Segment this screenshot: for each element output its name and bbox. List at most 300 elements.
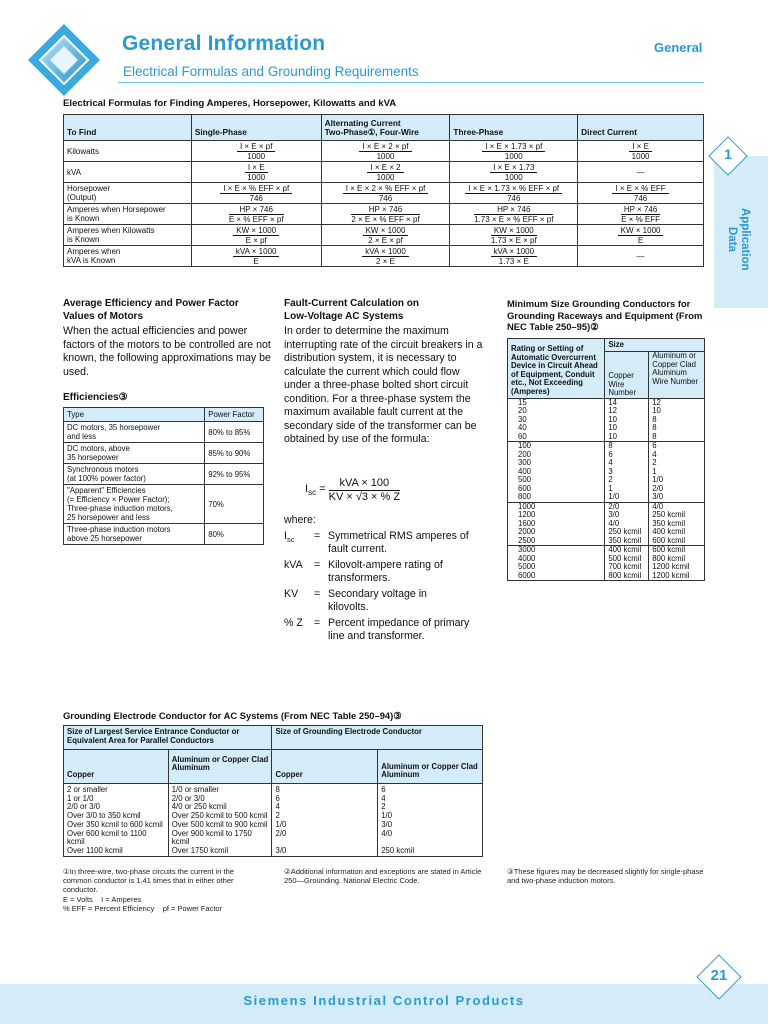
grounding-cell: 1/0 — [378, 812, 483, 821]
min-size-cell: 20 — [508, 407, 605, 416]
fault-def-symbol — [284, 559, 314, 585]
efficiency-type: DC motors, above 35 horsepower — [64, 443, 205, 464]
formula-fraction — [474, 205, 553, 224]
footnote-2: ②Additional information and exceptions are stated in Article 250—Grounding. National Electric Code. — [284, 867, 482, 885]
formula-fraction — [233, 226, 279, 245]
formula-denominator: 2 × E × pf — [368, 235, 403, 245]
formula-row — [64, 225, 704, 246]
fault-def-desc: Secondary voltage in kilovolts. — [328, 588, 427, 613]
min-size-cell: 3000 — [508, 546, 605, 555]
min-size-cell: 400 — [508, 468, 605, 477]
grounding-cell: 4 — [272, 803, 378, 812]
grounding-cell: 3/0 — [272, 847, 378, 856]
min-size-cell: 40 — [508, 424, 605, 433]
formula-numerator: I × E × 2 × % EFF × pf — [343, 184, 429, 194]
col-direct-current: Direct Current — [578, 115, 704, 141]
formula-denominator: 1.73 × E × pf — [490, 235, 537, 245]
min-size-cell: 3 — [605, 468, 649, 477]
col-to-find: To Find — [64, 115, 192, 141]
formula-denominator: 2 × E × % EFF × pf — [351, 214, 420, 224]
min-size-cell: 1 — [649, 468, 705, 477]
formula-fraction — [220, 184, 292, 203]
section-label: General — [654, 40, 703, 55]
formula-label-line: Amperes when Kilowatts — [67, 226, 155, 235]
grounding-cell: 2/0 — [272, 830, 378, 847]
formula-row — [64, 162, 704, 183]
formula-cell — [578, 225, 704, 246]
page-title: General Information — [122, 32, 326, 55]
formula-denominator: 746 — [378, 193, 393, 203]
formula-row — [64, 246, 704, 267]
min-size-row — [508, 459, 705, 468]
formula-denominator: 1000 — [247, 151, 266, 161]
min-size-cell: 10 — [605, 433, 649, 442]
col-electrode-size: Size of Grounding Electrode Conductor — [272, 726, 483, 750]
grounding-row — [64, 847, 483, 856]
grounding-cell: 4 — [378, 795, 483, 804]
min-size-cell: 4 — [649, 451, 705, 460]
formula-numerator: KW × 1000 — [363, 226, 409, 236]
col-service-copper: Copper — [64, 750, 169, 784]
min-size-row — [508, 433, 705, 442]
formula-denominator: 1000 — [376, 151, 395, 161]
min-size-cell: 1/0 — [605, 493, 649, 502]
formula-cell — [191, 141, 321, 162]
grounding-heading: Grounding Electrode Conductor for AC Systems (From NEC Table 250–94)③ — [63, 710, 402, 721]
formula-fraction — [465, 184, 562, 203]
min-size-cell: 3/0 — [605, 511, 649, 520]
logo-diamond-icon — [26, 22, 102, 98]
fault-def-symbol-text: kVA — [284, 559, 303, 571]
col-type: Type — [64, 408, 205, 422]
grounding-cell: 2 — [272, 812, 378, 821]
min-size-cell: 6 — [605, 451, 649, 460]
page-number: 21 — [710, 967, 728, 984]
formula-fraction — [363, 226, 409, 245]
fault-heading: Fault-Current Calculation on Low-Voltage AC Systems — [284, 298, 419, 322]
formula-dash: — — [636, 251, 645, 261]
formula-fraction — [621, 205, 660, 224]
grounding-cell: 3/0 — [378, 821, 483, 830]
grounding-cell: Over 1100 kcmil — [64, 847, 169, 856]
efficiency-pf: 80% — [205, 524, 264, 545]
min-size-cell: 300 — [508, 459, 605, 468]
min-size-cell: 12 — [605, 407, 649, 416]
formula-numerator: I × E × 1.73 — [490, 163, 537, 173]
min-size-cell: 1200 kcmil — [649, 572, 705, 581]
col-three-phase: Three-Phase — [450, 115, 578, 141]
grounding-cell: 1/0 — [272, 821, 378, 830]
efficiency-row — [64, 524, 264, 545]
formula-numerator: I × E — [245, 163, 268, 173]
min-size-cell: 400 kcmil — [605, 546, 649, 555]
fault-def-symbol-text: I — [284, 530, 287, 542]
formula-fraction — [491, 226, 537, 245]
formula-fraction — [490, 163, 537, 182]
col-two-phase: Alternating Current Two-Phase①, Four-Wire — [321, 115, 450, 141]
grounding-table — [63, 725, 483, 857]
formula-lhs: $I_{sc}$ = — [305, 483, 329, 498]
min-size-cell: 800 kcmil — [649, 555, 705, 564]
min-size-cell: 500 — [508, 476, 605, 485]
formula-label — [64, 183, 192, 204]
formula-numerator: kVA × 1000 — [491, 247, 538, 257]
fault-def-desc: Percent impedance of primary line and transformer. — [328, 617, 470, 642]
min-size-cell: 1600 — [508, 520, 605, 529]
formula-numerator: I × E × % EFF × pf — [220, 184, 292, 194]
grounding-cell: Over 900 kcmil to 1750 kcmil — [168, 830, 272, 847]
formula-label-line: Amperes when Horsepower — [67, 205, 166, 214]
formula-numerator: I × E × 2 × pf — [359, 142, 411, 152]
min-size-cell: 6 — [649, 442, 705, 451]
min-size-cell: 60 — [508, 433, 605, 442]
min-size-cell: 2500 — [508, 537, 605, 546]
grounding-cell: 4/0 or 250 kcmil — [168, 803, 272, 812]
efficiency-type: Three-phase induction motors above 25 horsepower — [64, 524, 205, 545]
formula-label — [64, 162, 192, 183]
formula-denominator: E × % EFF — [621, 214, 661, 224]
col-service-size: Size of Largest Service Entrance Conductor or Equivalent Area for Parallel Conductors — [64, 726, 272, 750]
min-size-cell: 4/0 — [649, 502, 705, 511]
fault-def-eq: = — [314, 588, 321, 600]
grounding-row — [64, 795, 483, 804]
min-size-cell: 250 kcmil — [605, 528, 649, 537]
formula-numerator: KW × 1000 — [233, 226, 279, 236]
min-size-cell: 400 kcmil — [649, 528, 705, 537]
min-size-cell: 2/0 — [649, 485, 705, 494]
min-size-cell: 1 — [605, 485, 649, 494]
col-power-factor: Power Factor — [205, 408, 264, 422]
min-size-cell: 10 — [649, 407, 705, 416]
min-size-cell: 2 — [605, 476, 649, 485]
footer-text: Siemens Industrial Control Products — [243, 993, 525, 1008]
fault-def-symbol — [284, 530, 314, 556]
min-size-row — [508, 407, 705, 416]
formula-row — [64, 183, 704, 204]
tab-number: 1 — [724, 146, 732, 162]
formula-cell — [578, 204, 704, 225]
fault-def — [284, 588, 484, 614]
fault-definitions — [284, 530, 484, 646]
grounding-cell: 2 or smaller — [64, 784, 169, 795]
min-size-row — [508, 398, 705, 407]
min-size-row — [508, 572, 705, 581]
min-size-row — [508, 424, 705, 433]
formula-fraction — [491, 247, 538, 266]
grounding-cell: 1/0 or smaller — [168, 784, 272, 795]
formula-label-line: Kilowatts — [67, 146, 100, 156]
formulas-header-row — [64, 115, 704, 141]
formula-fraction — [245, 163, 268, 182]
col-single-phase: Single-Phase — [191, 115, 321, 141]
efficiency-row — [64, 485, 264, 524]
efficiency-text: When the actual efficiencies and power factors of the motors to be controlled are not known, the following approximations may be used. — [63, 325, 271, 378]
min-size-cell: 10 — [605, 424, 649, 433]
formula-numerator: I × E × 1.73 × pf — [482, 142, 545, 152]
efficiency-heading: Average Efficiency and Power Factor Values of Motors — [63, 298, 239, 322]
grounding-cell: 8 — [272, 784, 378, 795]
grounding-header-row1 — [64, 726, 483, 750]
efficiency-pf: 85% to 90% — [205, 443, 264, 464]
efficiency-type: "Apparent" Efficiencies (= Efficiency × Power Factor); Three-phase induction motors, 25 horsepower and less — [64, 485, 205, 524]
formula-denominator: E × pf — [245, 235, 267, 245]
formula-cell — [450, 246, 578, 267]
formula-fraction — [612, 184, 668, 203]
fault-def — [284, 559, 484, 585]
col-rating: Rating or Setting of Automatic Overcurrent Device in Circuit Ahead of Equipment, Conduit etc., Not Exceeding (Amperes) — [508, 339, 605, 399]
formula-fraction — [367, 163, 403, 182]
formula-denominator: 1000 — [504, 172, 523, 182]
min-size-heading: Minimum Size Grounding Conductors for Grounding Raceways and Equipment (From NEC Table 250–95)② — [507, 298, 703, 332]
formula-denominator: 2 × E — [376, 256, 395, 266]
formula-denominator: E — [637, 235, 644, 245]
min-size-row — [508, 451, 705, 460]
grounding-cell: 2/0 or 3/0 — [64, 803, 169, 812]
formula-cell — [450, 183, 578, 204]
formula-cell — [450, 204, 578, 225]
formulas-table — [63, 114, 704, 267]
fault-def-eq: = — [314, 530, 321, 542]
grounding-cell: Over 350 kcmil to 600 kcmil — [64, 821, 169, 830]
col-aluminum-wire: Aluminum or Copper Clad Aluminum Wire Number — [649, 352, 705, 399]
footnote-3: ③These figures may be decreased slightly for single-phase and two-phase induction motors. — [507, 867, 704, 885]
formula-cell — [578, 162, 704, 183]
fault-def-symbol — [284, 588, 314, 614]
min-size-cell: 700 kcmil — [605, 563, 649, 572]
formula-cell — [450, 225, 578, 246]
formula-cell — [191, 162, 321, 183]
formula-numerator: I × E — [629, 142, 652, 152]
min-size-cell: 8 — [649, 424, 705, 433]
min-size-row — [508, 442, 705, 451]
formula-numerator: kVA × 1000 — [362, 247, 409, 257]
formula-numerator: KW × 1000 — [618, 226, 664, 236]
fault-def-desc: Kilovolt-ampere rating of transformers. — [328, 559, 443, 584]
fault-def-subscript: sc — [286, 535, 295, 545]
col-electrode-copper: Copper — [272, 750, 378, 784]
formula-cell — [191, 246, 321, 267]
efficiency-pf: 92% to 95% — [205, 464, 264, 485]
grounding-row — [64, 830, 483, 847]
min-size-cell: 600 kcmil — [649, 537, 705, 546]
min-size-cell: 250 kcmil — [649, 511, 705, 520]
min-size-cell: 800 — [508, 493, 605, 502]
formula-numerator: KW × 1000 — [491, 226, 537, 236]
formula-fraction — [229, 205, 284, 224]
min-size-cell: 8 — [605, 442, 649, 451]
formula-cell — [578, 141, 704, 162]
min-size-cell: 800 kcmil — [605, 572, 649, 581]
min-size-row — [508, 468, 705, 477]
formula-label — [64, 141, 192, 162]
grounding-cell: 250 kcmil — [378, 847, 483, 856]
grounding-cell: 2 — [378, 803, 483, 812]
formula-denominator: 746 — [633, 193, 648, 203]
min-size-cell: 10 — [605, 416, 649, 425]
side-tab-label: Application Data — [726, 208, 751, 271]
formula-cell — [191, 183, 321, 204]
formula-label-line: Amperes when — [67, 247, 121, 256]
fault-def — [284, 617, 484, 643]
formula-dash: — — [636, 167, 645, 177]
min-size-cell: 2/0 — [605, 502, 649, 511]
min-size-cell: 8 — [649, 416, 705, 425]
formula-denominator: E × % EFF × pf — [228, 214, 284, 224]
formula-denominator: E — [253, 256, 259, 266]
efficiency-row — [64, 443, 264, 464]
min-size-cell: 1/0 — [649, 476, 705, 485]
header-rule — [118, 82, 704, 83]
formula-cell — [321, 204, 450, 225]
fault-where: where: — [284, 514, 316, 526]
fault-def-eq: = — [314, 559, 321, 571]
col-size: Size — [605, 339, 705, 352]
formula-numerator: kVA × 1000 — [233, 247, 280, 257]
formula-cell — [578, 183, 704, 204]
formula-denominator: 1.73 × E — [498, 256, 529, 266]
formula-denominator: 1000 — [504, 151, 523, 161]
min-size-row — [508, 416, 705, 425]
efficiency-pf: 70% — [205, 485, 264, 524]
min-size-cell: 2000 — [508, 528, 605, 537]
efficiencies-header-row — [64, 408, 264, 422]
formula-cell — [450, 141, 578, 162]
min-size-cell: 100 — [508, 442, 605, 451]
min-size-cell: 500 kcmil — [605, 555, 649, 564]
grounding-cell: 4/0 — [378, 830, 483, 847]
grounding-cell: Over 3/0 to 350 kcmil — [64, 812, 169, 821]
formula-denominator: 746 — [507, 193, 521, 203]
min-size-cell: 6000 — [508, 572, 605, 581]
fault-text: In order to determine the maximum interrupting rate of the circuit breakers in a distribution system, it is necessary to calculate the current which could flow under a three-phase bolted short circuit condition. For a three-phase system the maximum available fault current at the secondary side of the transformer can be obtained by use of the formula: — [284, 325, 483, 445]
formula-cell — [321, 225, 450, 246]
formula-fraction — [362, 247, 409, 266]
efficiency-type: DC motors, 35 horsepower and less — [64, 422, 205, 443]
min-size-cell: 1200 kcmil — [649, 563, 705, 572]
formula-label-line: (Output) — [67, 193, 97, 202]
formula-cell — [321, 141, 450, 162]
min-size-cell: 8 — [649, 433, 705, 442]
min-size-cell: 350 kcmil — [649, 520, 705, 529]
fault-def — [284, 530, 484, 556]
min-size-cell: 30 — [508, 416, 605, 425]
min-size-cell: 350 kcmil — [605, 537, 649, 546]
grounding-cell: 2/0 or 3/0 — [168, 795, 272, 804]
formula-label-line: Horsepower — [67, 184, 111, 193]
min-size-table — [507, 338, 705, 581]
efficiencies-subheading: Efficiencies③ — [63, 392, 128, 403]
formula-numerator: I × E × 1.73 × % EFF × pf — [465, 184, 562, 194]
grounding-cell: Over 1750 kcmil — [168, 847, 272, 856]
formula-denominator: 1000 — [376, 172, 395, 182]
formula-label — [64, 204, 192, 225]
formula-fraction — [629, 142, 652, 161]
formula-fraction — [359, 142, 411, 161]
formula-cell — [578, 246, 704, 267]
min-size-cell: 14 — [605, 398, 649, 407]
formula-label-line: kVA — [67, 167, 82, 177]
formula-label-line: kVA is Known — [67, 256, 116, 265]
formula-label-line: is Known — [67, 235, 100, 244]
grounding-cell: Over 500 kcmil to 900 kcmil — [168, 821, 272, 830]
min-size-cell: 2 — [649, 459, 705, 468]
grounding-cell: 6 — [378, 784, 483, 795]
formula-fraction — [482, 142, 545, 161]
min-size-cell: 3/0 — [649, 493, 705, 502]
min-size-cell: 200 — [508, 451, 605, 460]
grounding-cell: Over 600 kcmil to 1100 kcmil — [64, 830, 169, 847]
min-size-cell: 1000 — [508, 502, 605, 511]
formula-fraction — [618, 226, 664, 245]
formula-cell — [450, 162, 578, 183]
formula-label — [64, 225, 192, 246]
fault-formula — [305, 477, 400, 504]
formula-label — [64, 246, 192, 267]
formula-fraction: kVA × 100 KV × √3 × % Z — [328, 477, 401, 503]
col-copper-wire: Copper Wire Number — [605, 352, 649, 399]
fault-def-symbol — [284, 617, 314, 643]
efficiencies-table — [63, 407, 264, 545]
formula-numerator: I × E × % EFF — [612, 184, 668, 194]
min-size-cell: 600 kcmil — [649, 546, 705, 555]
min-size-cell: 12 — [649, 398, 705, 407]
efficiency-row — [64, 464, 264, 485]
fault-def-eq: = — [314, 617, 321, 629]
col-service-aluminum: Aluminum or Copper Clad Aluminum — [168, 750, 272, 784]
efficiency-row — [64, 422, 264, 443]
formula-denominator: 1000 — [247, 172, 266, 182]
efficiency-type: Synchronous motors (at 100% power factor) — [64, 464, 205, 485]
formula-numerator: HP × 746 — [621, 205, 660, 215]
min-size-cell: 5000 — [508, 563, 605, 572]
grounding-row — [64, 784, 483, 795]
page-subtitle: Electrical Formulas and Grounding Requirements — [123, 64, 419, 79]
formula-row — [64, 141, 704, 162]
min-size-cell: 15 — [508, 398, 605, 407]
formula-fraction — [237, 142, 275, 161]
min-size-header-row1 — [508, 339, 705, 352]
formula-numerator: HP × 746 — [229, 205, 284, 215]
grounding-header-row2 — [64, 750, 483, 784]
formula-fraction — [351, 205, 419, 224]
formula-cell — [191, 204, 321, 225]
min-size-cell: 600 — [508, 485, 605, 494]
formula-numerator: I × E × pf — [237, 142, 275, 152]
formula-numerator: HP × 746 — [474, 205, 553, 215]
formula-denominator: 1000 — [631, 151, 650, 161]
col-electrode-aluminum: Aluminum or Copper Clad Aluminum — [378, 750, 483, 784]
formula-cell — [191, 225, 321, 246]
formula-denominator: 1.73 × E × % EFF × pf — [474, 214, 554, 224]
formula-cell — [321, 162, 450, 183]
formula-numerator: HP × 746 — [351, 205, 419, 215]
min-size-cell: 4/0 — [605, 520, 649, 529]
min-size-row — [508, 493, 705, 502]
formula-denominator: 746 — [249, 193, 263, 203]
fault-def-desc: Symmetrical RMS amperes of fault current. — [328, 530, 469, 555]
formulas-heading: Electrical Formulas for Finding Amperes, Horsepower, Kilowatts and kVA — [63, 98, 397, 109]
footnote-1: ①In three-wire, two-phase circuits the current in the common conductor is 1.41 times that in either other conductor. E = Volts I = Amperes % EFF = Percent Efficiency pf = Power Factor — [63, 867, 234, 913]
grounding-cell: 6 — [272, 795, 378, 804]
min-size-cell: 4 — [605, 459, 649, 468]
grounding-cell: 1 or 1/0 — [64, 795, 169, 804]
efficiency-pf: 80% to 85% — [205, 422, 264, 443]
grounding-cell: Over 250 kcmil to 500 kcmil — [168, 812, 272, 821]
fault-def-symbol-text: KV — [284, 588, 299, 600]
formula-numerator: I × E × 2 — [367, 163, 403, 173]
formula-fraction — [233, 247, 280, 266]
formula-cell — [321, 246, 450, 267]
